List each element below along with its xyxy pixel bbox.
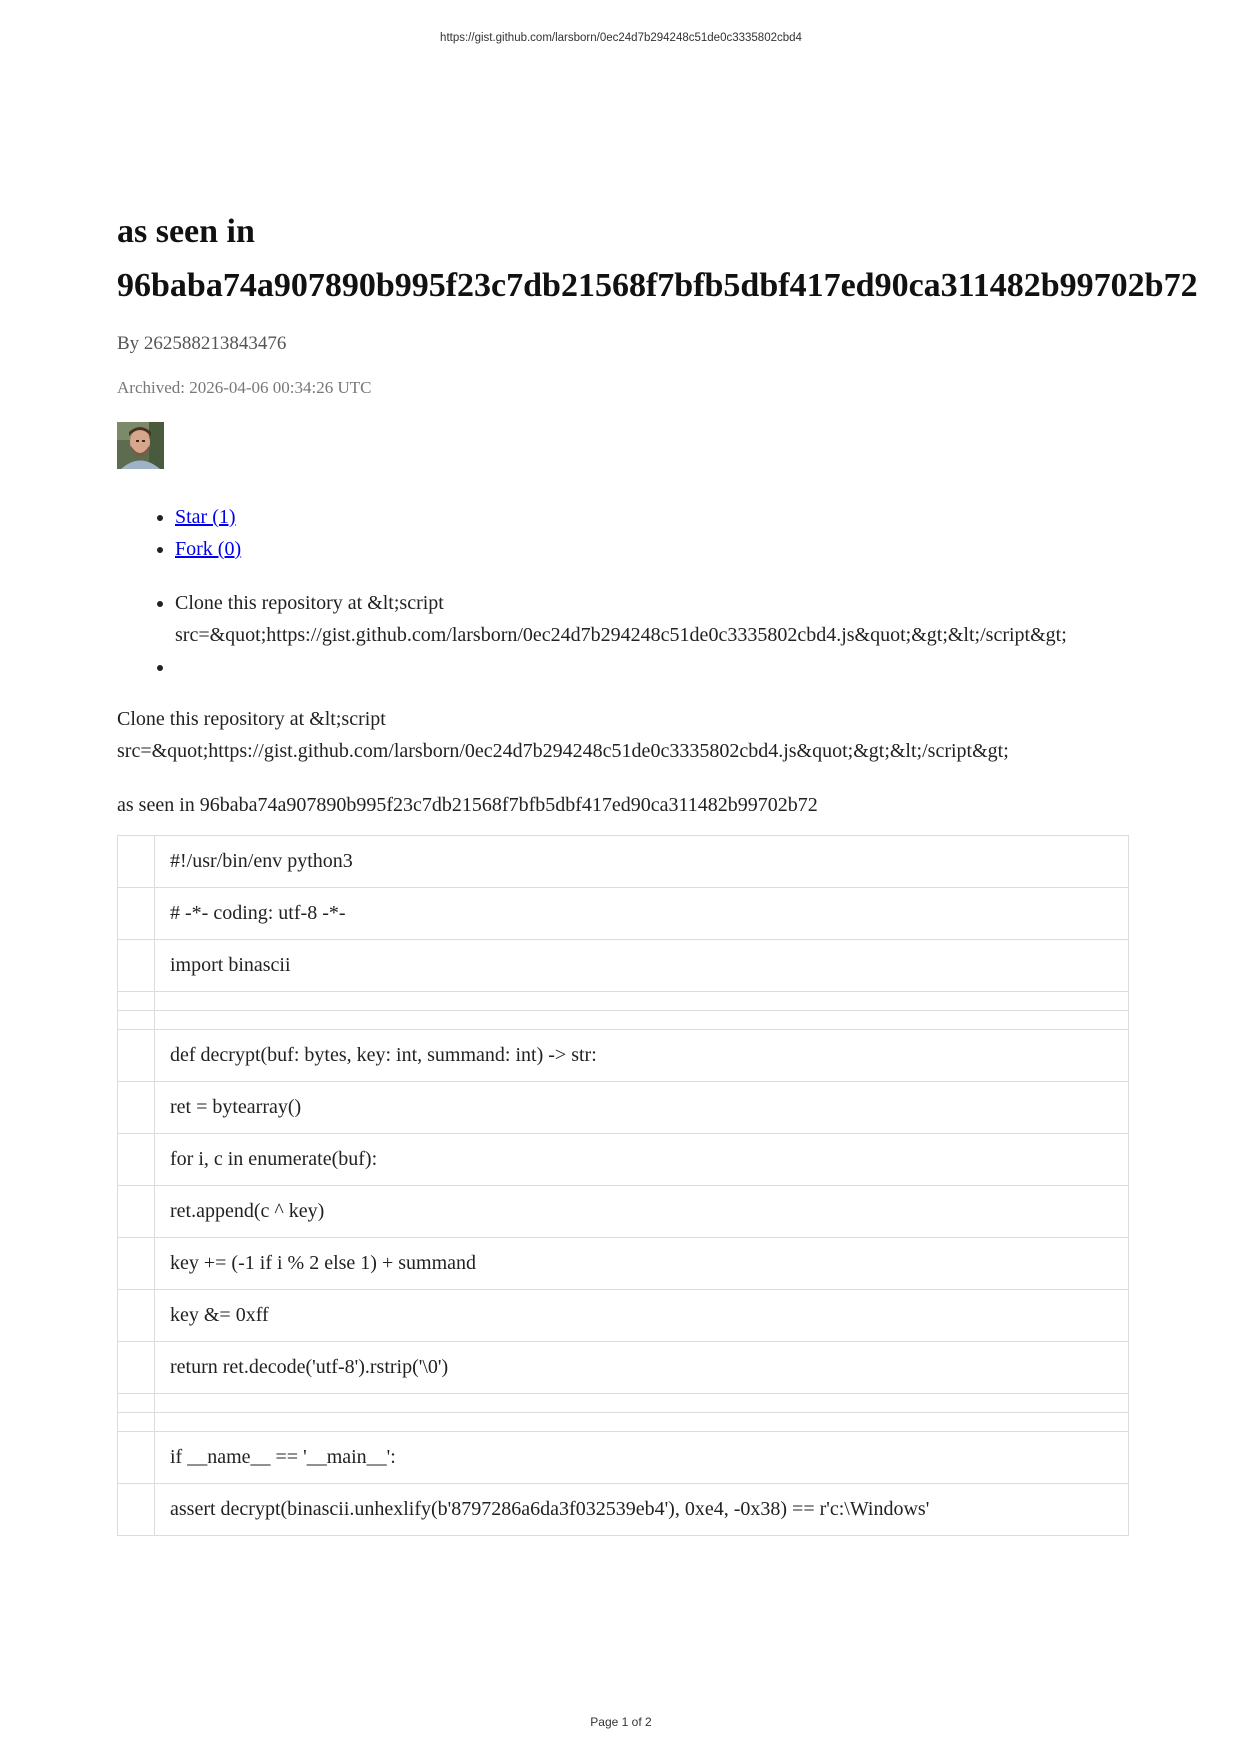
- code-row: [118, 1432, 1129, 1484]
- line-number-cell: [118, 1413, 155, 1432]
- code-line: # -*- coding: utf-8 -*-: [155, 888, 1129, 940]
- line-number-cell: [118, 1011, 155, 1030]
- clone-item-line-1: Clone this repository at &lt;script: [175, 592, 444, 614]
- code-row: [118, 1394, 1129, 1413]
- code-row: [118, 1082, 1129, 1134]
- line-number-cell: [118, 1484, 155, 1536]
- page-url-header: https://gist.github.com/larsborn/0ec24d7b294248c51de0c3335802cbd4: [440, 32, 802, 44]
- title-line-1: as seen in: [117, 213, 255, 250]
- code-line: for i, c in enumerate(buf):: [155, 1134, 1129, 1186]
- line-number-cell: [118, 888, 155, 940]
- clone-paragraph: [117, 703, 1147, 767]
- code-row: [118, 1413, 1129, 1432]
- code-line: ret = bytearray(): [155, 1082, 1129, 1134]
- code-row: [118, 992, 1129, 1011]
- code-line: key &= 0xff: [155, 1290, 1129, 1342]
- line-number-cell: [118, 1342, 155, 1394]
- avatar[interactable]: [117, 422, 164, 469]
- code-row: [118, 1186, 1129, 1238]
- code-line: import binascii: [155, 940, 1129, 992]
- code-line: [155, 1413, 1129, 1432]
- code-row: [118, 1030, 1129, 1082]
- empty-list-item: [175, 651, 1147, 683]
- code-line: [155, 992, 1129, 1011]
- code-line: [155, 1394, 1129, 1413]
- gist-content: [117, 205, 1198, 1536]
- code-line: return ret.decode('utf-8').rstrip('\0'): [155, 1342, 1129, 1394]
- star-link[interactable]: Star (1): [175, 506, 236, 528]
- code-row: [118, 1484, 1129, 1536]
- line-number-cell: [118, 1030, 155, 1082]
- description-paragraph: as seen in 96baba74a907890b995f23c7db21568f7bfb5dbf417ed90ca311482b99702b72: [117, 794, 818, 816]
- code-row: [118, 1011, 1129, 1030]
- code-row: [118, 940, 1129, 992]
- clone-item-line-2: src=&quot;https://gist.github.com/larsborn/0ec24d7b294248c51de0c3335802cbd4.js&quot;&gt;&lt;/script&gt;: [175, 624, 1067, 646]
- line-number-cell: [118, 836, 155, 888]
- line-number-cell: [118, 1238, 155, 1290]
- line-number-cell: [118, 992, 155, 1011]
- line-number-cell: [118, 1290, 155, 1342]
- code-line: key += (-1 if i % 2 else 1) + summand: [155, 1238, 1129, 1290]
- code-line: if __name__ == '__main__':: [155, 1432, 1129, 1484]
- clone-list: [117, 587, 1147, 683]
- line-number-cell: [118, 1134, 155, 1186]
- author-line: By 262588213843476: [117, 333, 287, 354]
- code-line: #!/usr/bin/env python3: [155, 836, 1129, 888]
- line-number-cell: [118, 1394, 155, 1413]
- page-footer: Page 1 of 2: [590, 1715, 652, 1729]
- code-row: [118, 1342, 1129, 1394]
- code-body: [118, 836, 1129, 1536]
- line-number-cell: [118, 940, 155, 992]
- avatar-image: [117, 422, 164, 469]
- code-line: ret.append(c ^ key): [155, 1186, 1129, 1238]
- line-number-cell: [118, 1082, 155, 1134]
- clone-item: [175, 587, 1147, 651]
- star-item: [175, 501, 1147, 533]
- title-line-2: 96baba74a907890b995f23c7db21568f7bfb5dbf417ed90ca311482b99702b72: [117, 267, 1198, 304]
- line-number-cell: [118, 1432, 155, 1484]
- code-row: [118, 888, 1129, 940]
- code-line: def decrypt(buf: bytes, key: int, summand: int) -> str:: [155, 1030, 1129, 1082]
- code-row: [118, 836, 1129, 888]
- clone-paragraph-line-1: Clone this repository at &lt;script: [117, 708, 386, 730]
- page-title: [117, 205, 1198, 313]
- code-line: assert decrypt(binascii.unhexlify(b'8797286a6da3f032539eb4'), 0xe4, -0x38) == r'c:\Windows': [155, 1484, 1129, 1536]
- archived-timestamp: Archived: 2026-04-06 00:34:26 UTC: [117, 378, 372, 397]
- code-table: [117, 835, 1129, 1536]
- gist-actions: [117, 501, 1147, 565]
- line-number-cell: [118, 1186, 155, 1238]
- clone-paragraph-line-2: src=&quot;https://gist.github.com/larsborn/0ec24d7b294248c51de0c3335802cbd4.js&quot;&gt;&lt;/script&gt;: [117, 740, 1009, 762]
- code-row: [118, 1134, 1129, 1186]
- code-row: [118, 1290, 1129, 1342]
- fork-link[interactable]: Fork (0): [175, 538, 242, 560]
- fork-item: [175, 533, 1147, 565]
- code-row: [118, 1238, 1129, 1290]
- code-line: [155, 1011, 1129, 1030]
